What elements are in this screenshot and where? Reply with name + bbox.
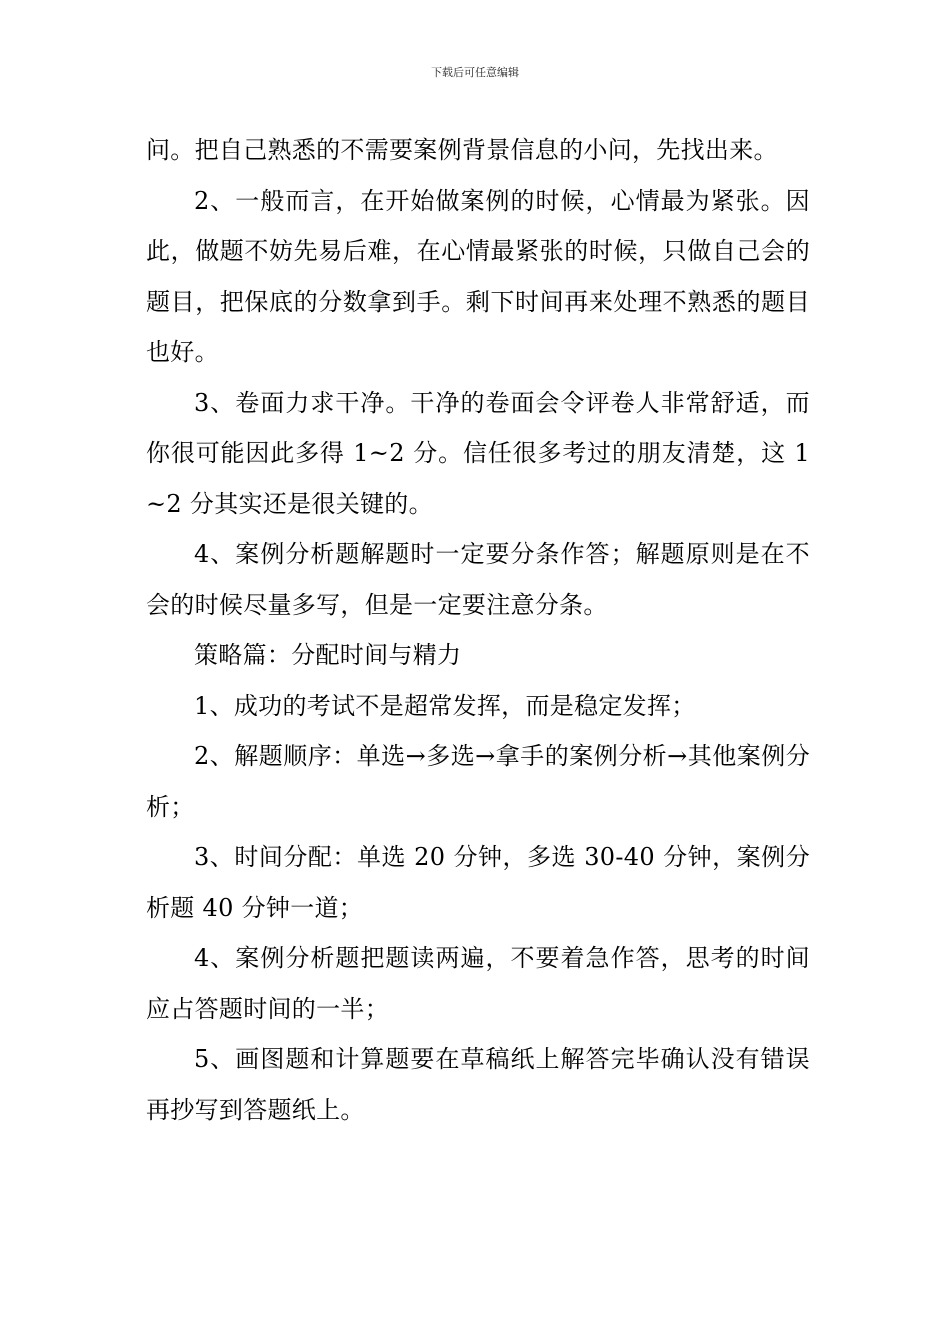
header-note: 下载后可任意编辑 [431, 66, 519, 79]
paragraph-4: 4、案例分析题解题时一定要分条作答；解题原则是在不会的时候尽量多写，但是一定要注意分条。 [146, 540, 810, 619]
document-body [146, 125, 810, 1135]
list-item-5: 5、画图题和计算题要在草稿纸上解答完毕确认没有错误再抄写到答题纸上。 [146, 1045, 810, 1124]
list-item-2: 2、解题顺序：单选→多选→拿手的案例分析→其他案例分析； [146, 742, 810, 821]
paragraph-2: 2、一般而言，在开始做案例的时候，心情最为紧张。因此，做题不妨先易后难，在心情最紧张的时候，只做自己会的题目，把保底的分数拿到手。剩下时间再来处理不熟悉的题目也好。 [146, 186, 810, 366]
list-item-3: 3、时间分配：单选 20 分钟，多选 30-40 分钟，案例分析题 40 分钟一道； [146, 843, 810, 922]
paragraph-1: 问。把自己熟悉的不需要案例背景信息的小问，先找出来。 [146, 136, 778, 164]
paragraph-3: 3、卷面力求干净。干净的卷面会令评卷人非常舒适，而你很可能因此多得 1~2 分。信任很多考过的朋友清楚，这 1~2 分其实还是很关键的。 [146, 388, 810, 518]
list-item-4: 4、案例分析题把题读两遍，不要着急作答，思考的时间应占答题时间的一半； [146, 944, 810, 1023]
section-heading-strategy: 策略篇：分配时间与精力 [194, 641, 462, 669]
list-item-1: 1、成功的考试不是超常发挥，而是稳定发挥； [194, 691, 696, 720]
